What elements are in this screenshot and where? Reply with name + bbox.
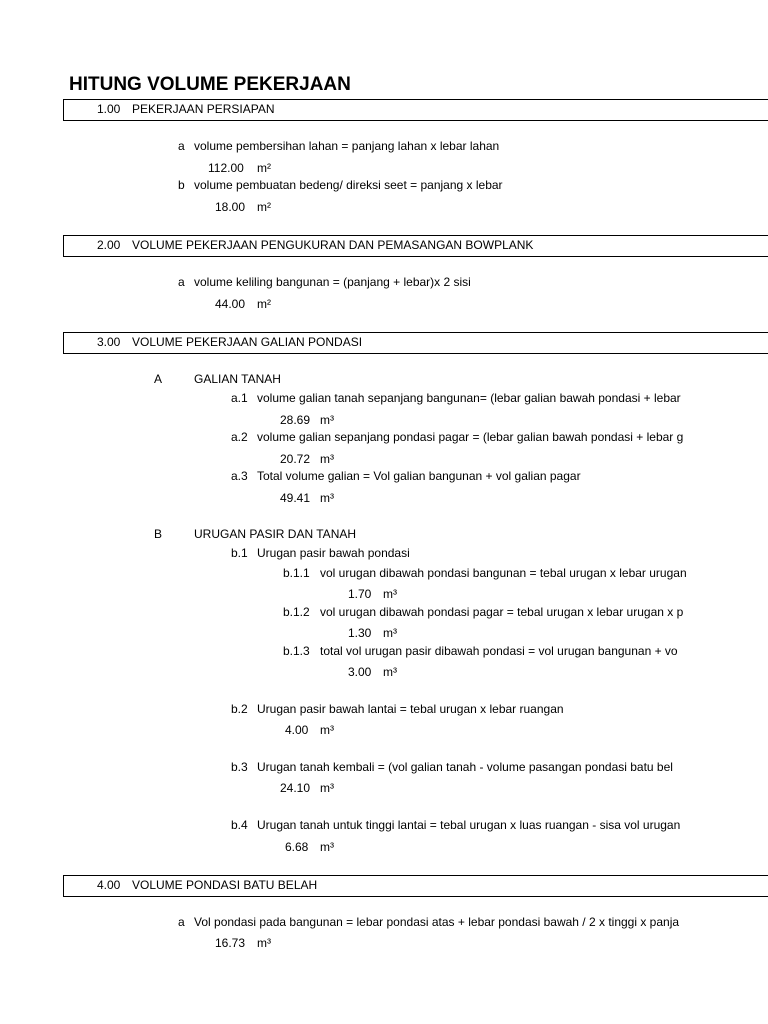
item-value: 112.00 [208, 161, 244, 175]
item-key: a [178, 275, 185, 289]
item-value: 49.41 [280, 491, 311, 505]
item-unit: m³ [383, 626, 397, 640]
item-value: 44.00 [215, 297, 246, 311]
section-number: 4.00 [97, 878, 121, 892]
item-key: a.3 [231, 469, 248, 483]
item-value: 18.00 [215, 200, 246, 214]
section-header-4 [63, 875, 768, 897]
section-heading: PEKERJAAN PERSIAPAN [132, 102, 275, 116]
item-key: a [178, 139, 185, 153]
item-text: vol urugan dibawah pondasi bangunan = tebal urugan x lebar urugan [320, 566, 687, 580]
item-text: volume galian tanah sepanjang bangunan= (lebar galian bawah pondasi + lebar [257, 391, 681, 405]
subgroup-text: Urugan pasir bawah pondasi [257, 546, 410, 560]
item-unit: m³ [383, 587, 397, 601]
item-unit: m² [257, 161, 271, 175]
item-text: Urugan pasir bawah lantai = tebal urugan x lebar ruangan [257, 702, 564, 716]
item-text: total vol urugan pasir dibawah pondasi = vol urugan bangunan + vo [320, 644, 678, 658]
item-key: b.1.3 [283, 644, 310, 658]
section-heading: VOLUME PONDASI BATU BELAH [132, 878, 318, 892]
item-text: Total volume galian = Vol galian bangunan + vol galian pagar [257, 469, 581, 483]
section-header-1 [63, 99, 768, 121]
group-heading: GALIAN TANAH [194, 372, 281, 386]
item-text: volume pembersihan lahan = panjang lahan x lebar lahan [194, 139, 500, 153]
item-unit: m³ [257, 936, 271, 950]
item-key: a [178, 915, 185, 929]
item-value: 4.00 [285, 723, 309, 737]
item-value: 6.68 [285, 840, 309, 854]
item-text: volume keliling bangunan = (panjang + lebar)x 2 sisi [194, 275, 471, 289]
item-value: 1.30 [348, 626, 372, 640]
item-key: b.3 [231, 760, 248, 774]
item-value: 1.70 [348, 587, 372, 601]
item-key: a.1 [231, 391, 248, 405]
section-heading: VOLUME PEKERJAAN PENGUKURAN DAN PEMASANGAN BOWPLANK [132, 238, 534, 252]
item-text: vol urugan dibawah pondasi pagar = tebal urugan x lebar urugan x p [320, 605, 684, 619]
item-unit: m² [257, 200, 271, 214]
item-key: a.2 [231, 430, 248, 444]
item-unit: m³ [320, 413, 334, 427]
section-header-3 [63, 332, 768, 354]
item-unit: m³ [320, 723, 334, 737]
subgroup-key: b.1 [231, 546, 248, 560]
item-value: 16.73 [215, 936, 246, 950]
item-text: volume galian sepanjang pondasi pagar = (lebar galian bawah pondasi + lebar g [257, 430, 684, 444]
section-header-2 [63, 235, 768, 257]
item-unit: m³ [320, 491, 334, 505]
item-key: b [178, 178, 185, 192]
item-value: 28.69 [280, 413, 311, 427]
item-text: Urugan tanah untuk tinggi lantai = tebal urugan x luas ruangan - sisa vol urugan [257, 818, 681, 832]
group-key: A [154, 372, 163, 386]
group-key: B [154, 527, 163, 541]
item-unit: m³ [320, 781, 334, 795]
item-key: b.2 [231, 702, 248, 716]
section-number: 1.00 [97, 102, 121, 116]
item-unit: m² [257, 297, 271, 311]
item-unit: m³ [320, 452, 334, 466]
item-value: 20.72 [280, 452, 311, 466]
page-title: HITUNG VOLUME PEKERJAAN [69, 74, 351, 95]
item-key: b.1.1 [283, 566, 310, 580]
item-unit: m³ [383, 665, 397, 679]
item-key: b.1.2 [283, 605, 310, 619]
section-number: 2.00 [97, 238, 121, 252]
item-text: volume pembuatan bedeng/ direksi seet = panjang x lebar [194, 178, 503, 192]
item-value: 3.00 [348, 665, 372, 679]
group-heading: URUGAN PASIR DAN TANAH [194, 527, 357, 541]
item-text: Urugan tanah kembali = (vol galian tanah - volume pasangan pondasi batu bel [257, 760, 673, 774]
item-key: b.4 [231, 818, 248, 832]
item-text: Vol pondasi pada bangunan = lebar pondasi atas + lebar pondasi bawah / 2 x tinggi x panja [194, 915, 680, 929]
section-number: 3.00 [97, 335, 121, 349]
item-value: 24.10 [280, 781, 311, 795]
item-unit: m³ [320, 840, 334, 854]
section-heading: VOLUME PEKERJAAN GALIAN PONDASI [132, 335, 363, 349]
